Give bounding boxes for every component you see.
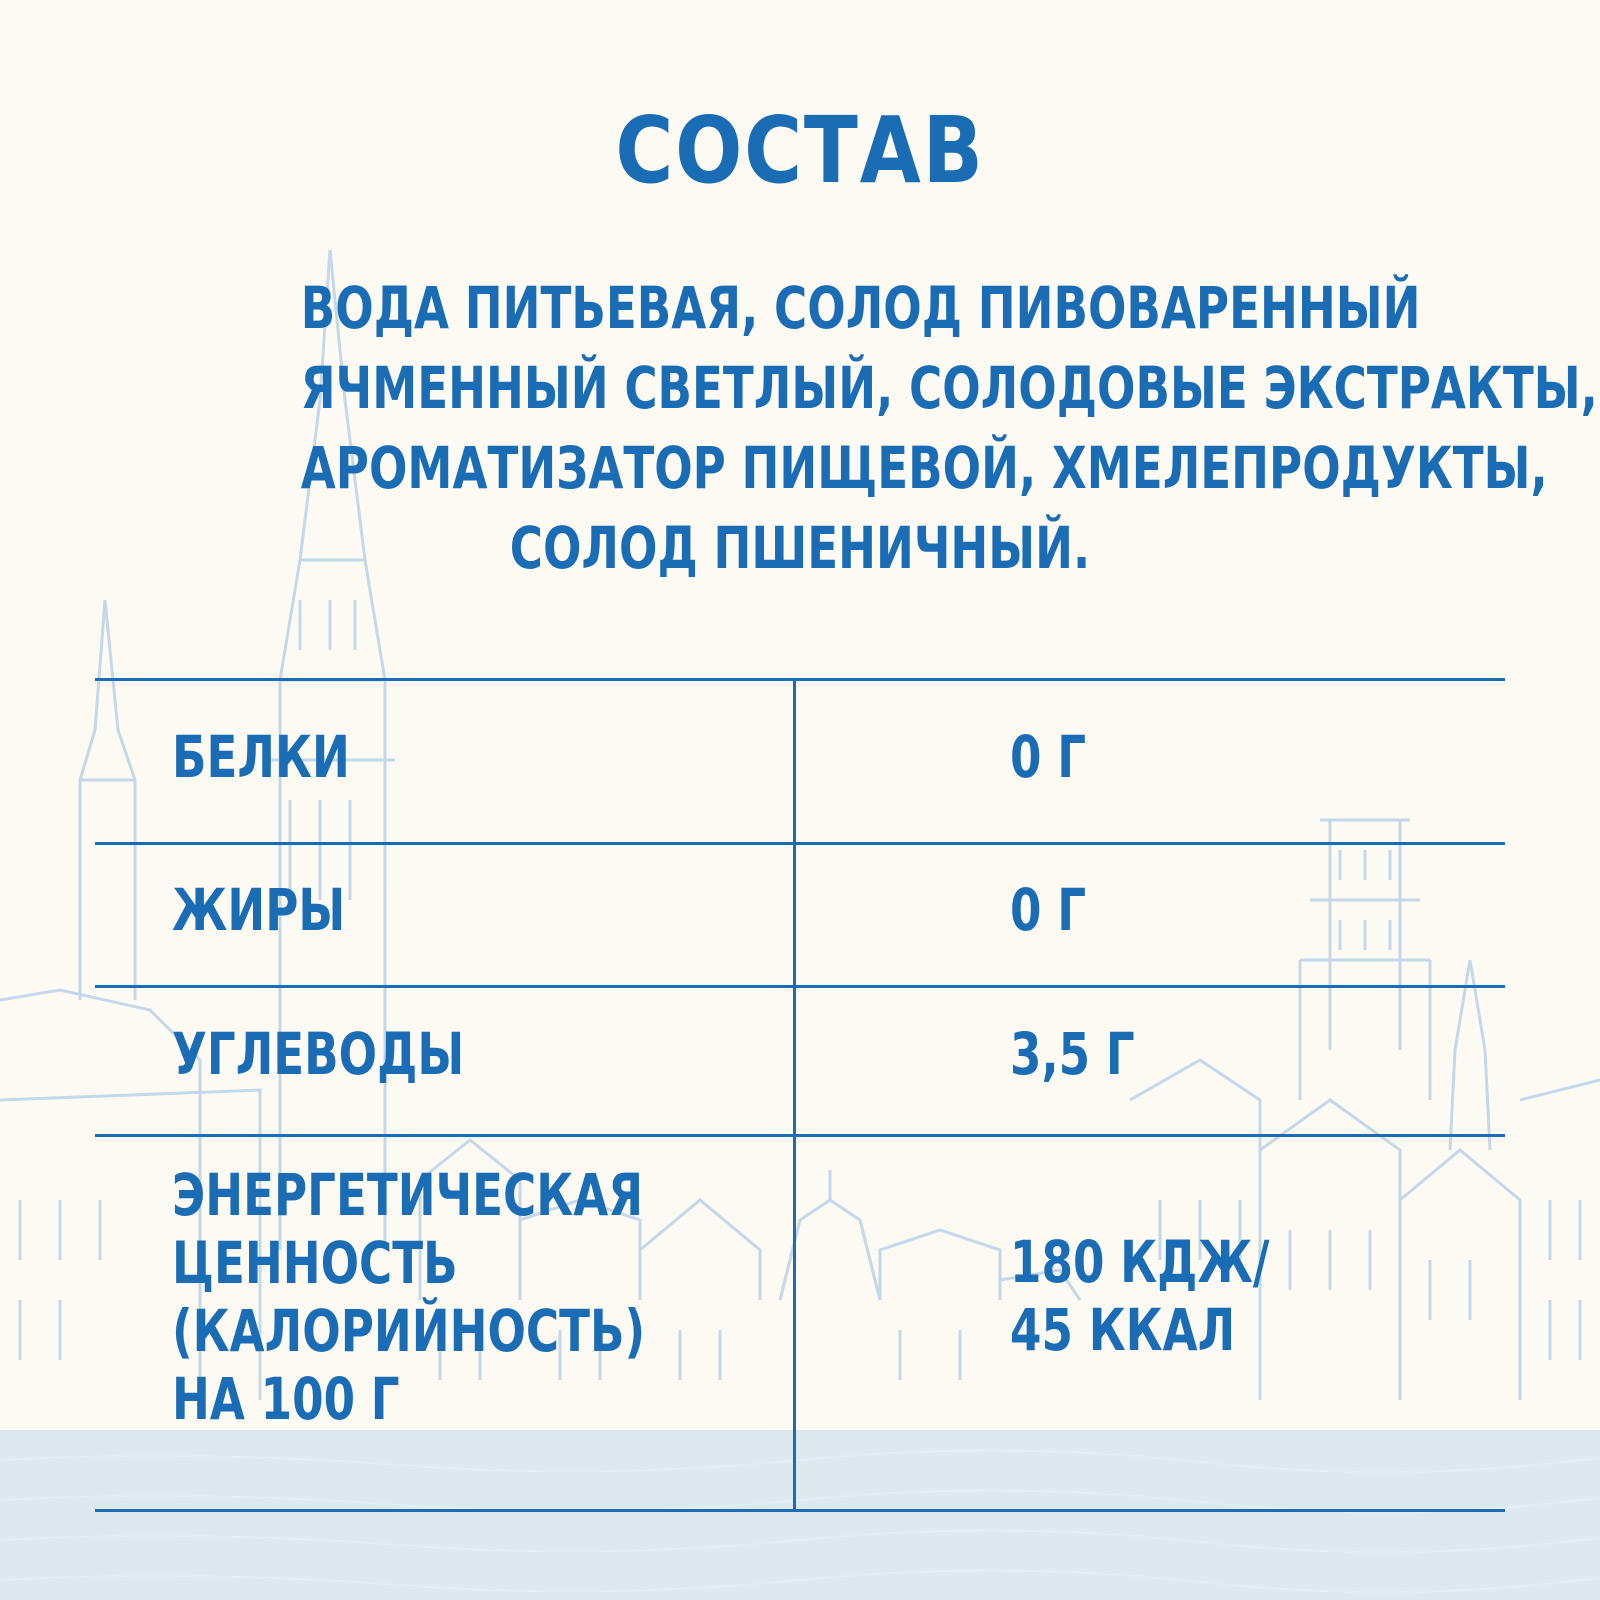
label-line: НА 100 Г [172, 1365, 400, 1433]
table-column-divider [793, 678, 796, 1512]
ingredients-line: ЯЧМЕННЫЙ СВЕТЛЫЙ, СОЛОДОВЫЕ ЭКСТРАКТЫ, [300, 354, 1598, 422]
table-divider [95, 1509, 1505, 1512]
value-line: 180 КДЖ/ [1010, 1228, 1270, 1296]
nutrient-label-carbs: УГЛЕВОДЫ [172, 1020, 465, 1088]
ingredients-text [300, 268, 1598, 588]
nutrient-value-protein: 0 Г [1010, 723, 1087, 791]
table-divider [95, 985, 1505, 988]
value-line: 45 ККАЛ [1010, 1296, 1236, 1364]
nutrient-label-fat: ЖИРЫ [172, 876, 346, 944]
label-line: (КАЛОРИЙНОСТЬ) [172, 1297, 646, 1365]
nutrition-table [95, 678, 1505, 1512]
table-divider [95, 1134, 1505, 1137]
table-divider [95, 842, 1505, 845]
label-line: ЦЕННОСТЬ [172, 1229, 458, 1297]
ingredients-line: СОЛОД ПШЕНИЧНЫЙ. [509, 514, 1091, 582]
nutrient-label-energy [172, 1161, 645, 1433]
nutrient-value-carbs: 3,5 Г [1010, 1020, 1135, 1088]
ingredients-line: ВОДА ПИТЬЕВАЯ, СОЛОД ПИВОВАРЕННЫЙ [300, 274, 1421, 342]
nutrient-value-energy [1010, 1228, 1269, 1364]
nutrient-value-fat: 0 Г [1010, 876, 1087, 944]
ingredients-line: АРОМАТИЗАТОР ПИЩЕВОЙ, ХМЕЛЕПРОДУКТЫ, [300, 434, 1548, 502]
label-line: ЭНЕРГЕТИЧЕСКАЯ [172, 1161, 644, 1229]
nutrient-label-protein: БЕЛКИ [172, 723, 350, 791]
table-divider [95, 678, 1505, 681]
page-title: СОСТАВ [615, 97, 985, 204]
